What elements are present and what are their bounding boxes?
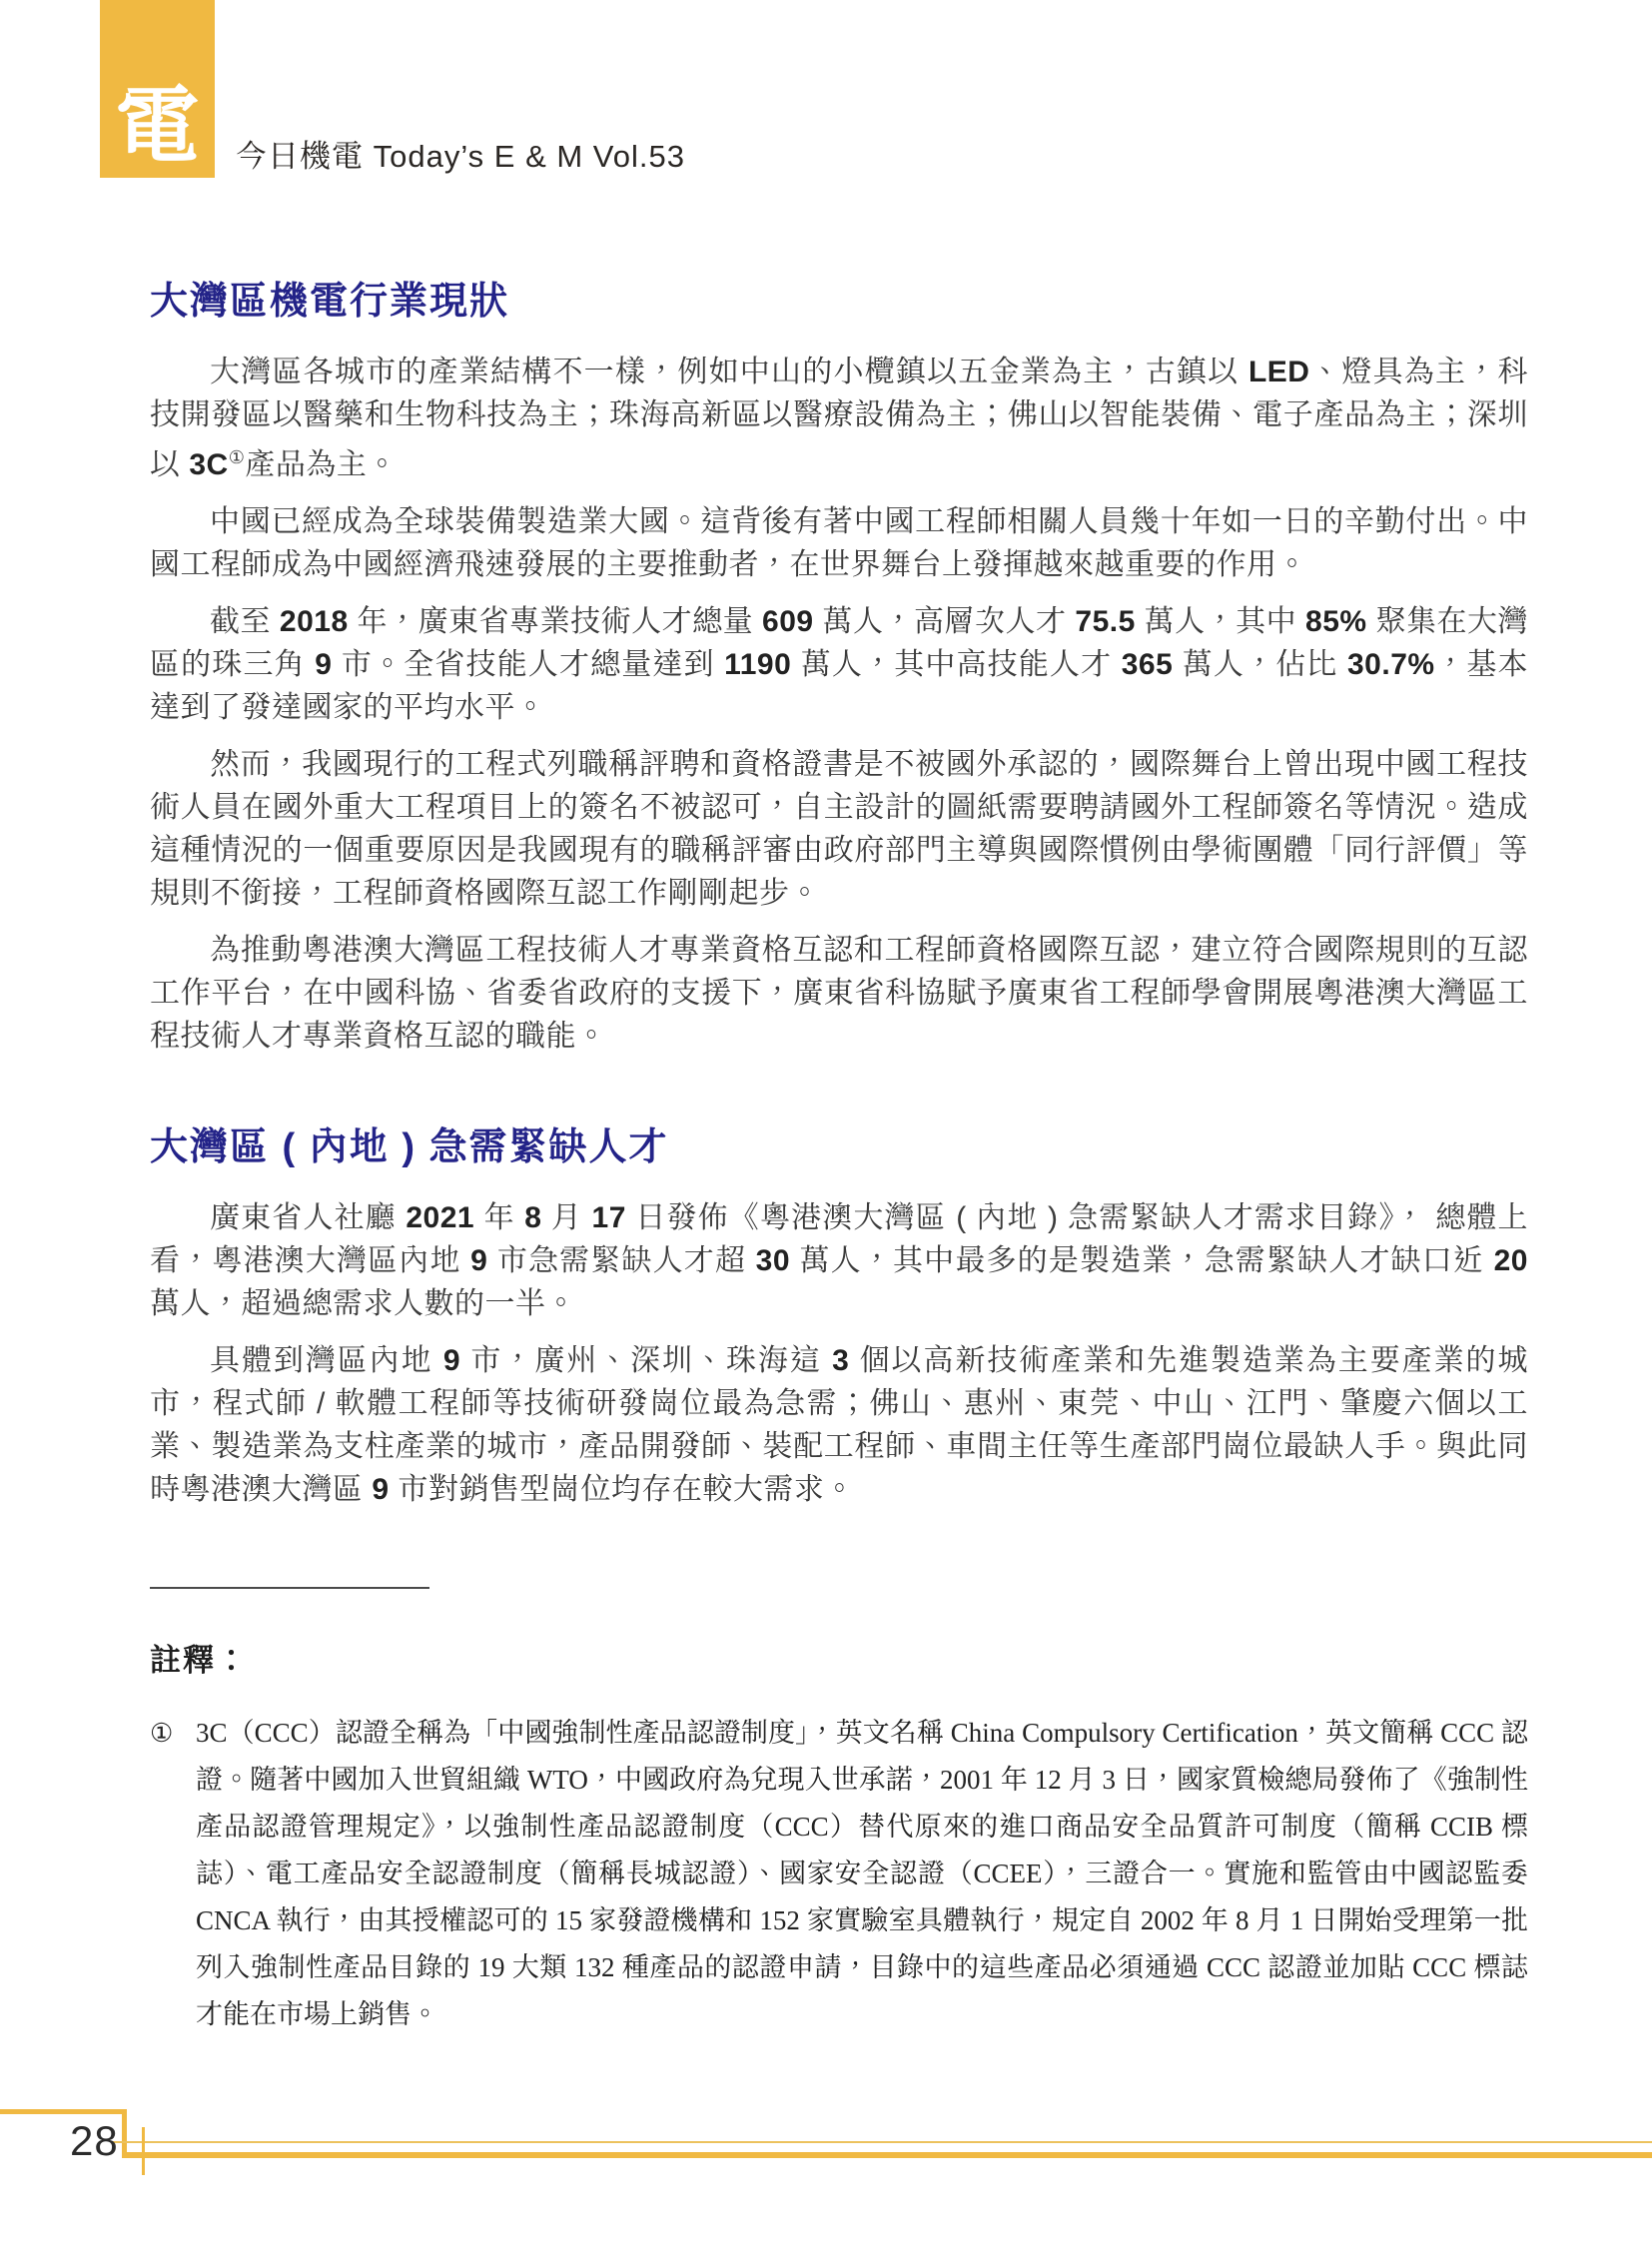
text-segment: 75.5 <box>1075 605 1136 638</box>
note-text: 3C（CCC）認證全稱為「中國強制性產品認證制度」，英文名稱 China Compulsory Certification，英文簡稱 CCC 認證。隨著中國加入世貿組織 WTO，中國政府為兌現入世承諾，2001 年 12 月 3 日，國家質檢總局發佈了《強制性產品認證管理規定》，以強制性產品認證制度（CCC）替代原來的進口商品安全品質許可制度（簡稱 CCIB 標誌）、電工產品安全認證制度（簡稱長城認證）、國家安全認證（CCEE），三證合一。實施和監管由中國認監委 CNCA 執行，由其授權認可的 15 家發證機構和 152 家實驗室具體執行，規定自 2002 年 8 月 1 日開始受理第一批列入強制性產品目錄的 19 大類 132 種產品的認證申請，目錄中的這些產品必須通過 CCC 認證並加貼 CCC 標誌才能在市場上銷售。 <box>196 1718 1528 2029</box>
text-segment: 2018 <box>279 605 349 638</box>
text-segment: 、燈具為主，科技開發區以醫藥和生物科技為主；珠海高新區以醫療設備為主；佛山以智能裝備、電子產品為主；深圳以 <box>150 356 1529 481</box>
text-segment: 3C <box>189 448 229 481</box>
footer-accent-line-vertical <box>122 2109 127 2157</box>
text-segment: 市。全省技能人才總量達到 <box>332 648 725 681</box>
footer-accent-line-thin <box>113 2141 1652 2143</box>
section-heading: 大灣區機電行業現狀 <box>150 281 510 323</box>
text-segment: 具體到灣區內地 <box>210 1344 443 1377</box>
text-segment: 萬人，高層次人才 <box>813 605 1076 638</box>
text-segment: 萬人，其中高技能人才 <box>791 648 1122 681</box>
text-segment: 萬人，其中最多的是製造業，急需緊缺人才缺口近 <box>790 1244 1494 1277</box>
page-number: 28 <box>70 2117 119 2164</box>
text-segment: 產品為主。 <box>245 448 398 481</box>
footer-accent-line-left <box>0 2109 127 2114</box>
text-segment: 廣東省人社廳 <box>210 1201 407 1234</box>
article-content <box>150 270 1528 2038</box>
text-segment: 年 <box>474 1201 525 1234</box>
text-segment: 萬人，其中 <box>1135 605 1306 638</box>
paragraph <box>150 1196 1528 1325</box>
notes-heading: 註釋： <box>150 1643 249 1678</box>
text-segment: 20 <box>1493 1244 1528 1277</box>
text-segment: 市，廣州、深圳、珠海這 <box>460 1344 833 1377</box>
text-segment: 1190 <box>724 648 792 681</box>
text-segment: 9 <box>315 648 333 681</box>
paragraph <box>150 500 1528 586</box>
text-segment: 萬人，超過總需求人數的一半。 <box>150 1287 576 1320</box>
text-segment: 中國已經成為全球裝備製造業大國。這背後有著中國工程師相關人員幾十年如一日的辛勤付出。中國工程師成為中國經濟飛速發展的主要推動者，在世界舞台上發揮越來越重要的作用。 <box>150 505 1528 581</box>
masthead-logo-box <box>100 0 215 178</box>
paragraph <box>150 1339 1528 1511</box>
journal-title: 今日機電 Today’s E & M Vol.53 <box>236 139 685 174</box>
text-segment: 截至 <box>210 605 280 638</box>
text-segment: 市對銷售型崗位均存在較大需求。 <box>389 1473 855 1506</box>
text-segment: 萬人，佔比 <box>1173 648 1347 681</box>
text-segment: 大灣區各城市的產業結構不一樣，例如中山的小欖鎮以五金業為主，古鎮以 <box>210 356 1248 388</box>
footer-accent-tick <box>142 2127 145 2175</box>
text-segment: 然而，我國現行的工程式列職稱評聘和資格證書是不被國外承認的，國際舞台上曾出現中國工程技術人員在國外重大工程項目上的簽名不被認可，自主設計的圖紙需要聘請國外工程師簽名等情況。造成這種情況的一個重要原因是我國現有的職稱評審由政府部門主導與國際慣例由學術團體「同行評價」等規則不銜接，工程師資格國際互認工作剛剛起步。 <box>150 748 1528 910</box>
text-segment: 9 <box>442 1344 461 1377</box>
section-heading: 大灣區 ( 內地 ) 急需緊缺人才 <box>150 1126 669 1168</box>
footer-accent-line-bottom <box>122 2152 1652 2158</box>
text-segment: 365 <box>1121 648 1174 681</box>
notes-list <box>150 1710 1528 2038</box>
note-item <box>150 1710 1528 2038</box>
footnote-reference: ① <box>228 447 246 467</box>
paragraph <box>150 600 1528 729</box>
text-segment: 9 <box>470 1244 488 1277</box>
text-segment: ，基本達到了發達國家的平均水平。 <box>150 648 1529 724</box>
text-segment: 30.7% <box>1347 648 1435 681</box>
text-segment: LED <box>1247 356 1310 388</box>
text-segment: 3 <box>832 1344 850 1377</box>
text-segment: 30 <box>755 1244 791 1277</box>
note-marker: ① <box>150 1719 174 1748</box>
paragraph <box>150 351 1528 486</box>
footnote-divider <box>150 1587 429 1589</box>
text-segment: 2021 <box>406 1201 475 1234</box>
text-segment: 17 <box>591 1201 626 1234</box>
paragraph <box>150 743 1528 915</box>
text-segment: 日發佈《粵港澳大灣區 ( 內地 ) 急需緊缺人才需求目錄》， 總體上看，粵港澳大灣區內地 <box>150 1201 1529 1277</box>
text-segment: 8 <box>524 1201 542 1234</box>
text-segment: 月 <box>541 1201 592 1234</box>
text-segment: 85% <box>1305 605 1367 638</box>
text-segment: 個以高新技術產業和先進製造業為主要產業的城市，程式師 / 軟體工程師等技術研發崗位最為急需；佛山、惠州、東莞、中山、江門、肇慶六個以工業、製造業為支柱產業的城市，產品開發師、裝配工程師、車間主任等生產部門崗位最缺人手。與此同時粵港澳大灣區 <box>150 1344 1528 1506</box>
paragraph <box>150 929 1528 1058</box>
text-segment: 年，廣東省專業技術人才總量 <box>348 605 763 638</box>
text-segment: 609 <box>762 605 814 638</box>
text-segment: 為推動粵港澳大灣區工程技術人才專業資格互認和工程師資格國際互認，建立符合國際規則的互認工作平台，在中國科協、省委省政府的支援下，廣東省科協賦予廣東省工程師學會開展粵港澳大灣區工程技術人才專業資格互認的職能。 <box>150 934 1528 1053</box>
text-segment: 9 <box>372 1473 390 1506</box>
article-sections <box>150 270 1528 1511</box>
text-segment: 聚集在大灣區的珠三角 <box>150 605 1528 681</box>
text-segment: 市急需緊缺人才超 <box>487 1244 756 1277</box>
masthead-logo-character: 電 <box>115 81 200 174</box>
